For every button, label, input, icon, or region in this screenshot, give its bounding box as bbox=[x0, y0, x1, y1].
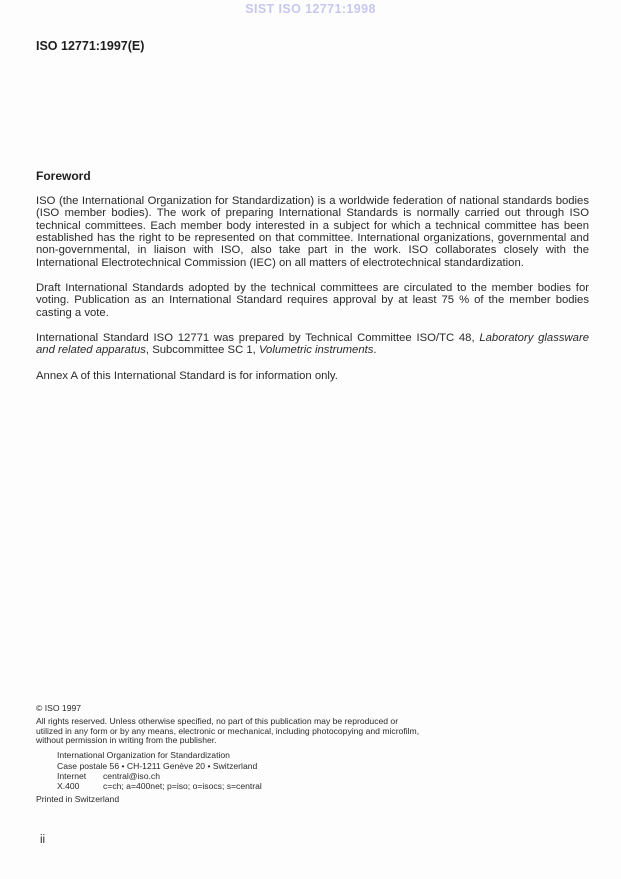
publisher-address bbox=[57, 750, 436, 791]
paragraph-3-text: . bbox=[373, 344, 377, 357]
page-number: ii bbox=[40, 834, 46, 846]
internet-label: Internet bbox=[57, 770, 87, 781]
copyright-block bbox=[36, 704, 436, 805]
foreword-paragraph-3 bbox=[36, 332, 589, 357]
printed-in-notice: Printed in Switzerland bbox=[36, 794, 120, 805]
paragraph-3-text: , Subcommittee SC 1, bbox=[145, 344, 259, 357]
internet-contact-row bbox=[57, 771, 436, 781]
x400-contact-row bbox=[57, 781, 436, 791]
postal-address: Case postale 56 • CH-1211 Genève 20 • Switzerland bbox=[57, 760, 258, 771]
x400-address: c=ch; a=400net; p=iso; o=isocs; s=central bbox=[103, 780, 262, 791]
foreword-paragraph-1: ISO (the International Organization for Standardization) is a worldwide federation of national standards bodies (ISO member bodies). The work of preparing International Standards is normally carried out through ISO technical committees. Each member body interested in a subject for which a technical committee has been established has the right to be represented on that committee. International organizations, governmental and non-governmental, in liaison with ISO, also take part in the work. ISO collaborates closely with the International Electrotechnical Commission (IEC) on all matters of electrotechnical standardization. bbox=[36, 195, 589, 269]
paragraph-3-text: International Standard ISO 12771 was prepared by Technical Committee ISO/TC 48, bbox=[36, 332, 480, 345]
x400-label: X.400 bbox=[57, 780, 80, 791]
committee-title-italic: Laboratory glassware and related apparatus bbox=[36, 332, 589, 357]
foreword-body bbox=[36, 195, 589, 395]
watermark-header: SIST ISO 12771:1998 bbox=[245, 2, 376, 16]
document-number: ISO 12771:1997(E) bbox=[36, 39, 145, 53]
copyright-notice: © ISO 1997 bbox=[36, 703, 82, 713]
foreword-heading: Foreword bbox=[36, 169, 91, 183]
subcommittee-title-italic: Volumetric instruments bbox=[258, 344, 374, 357]
foreword-paragraph-4: Annex A of this International Standard is for information only. bbox=[36, 369, 338, 382]
organization-name: International Organization for Standardization bbox=[57, 750, 230, 761]
rights-reserved-text: All rights reserved. Unless otherwise specified, no part of this publication may be reproduced or utilized in any form or by any means, electronic or mechanical, including photocopying and microfilm, without permission in writing from the publisher. bbox=[36, 716, 420, 746]
internet-address: central@iso.ch bbox=[103, 770, 160, 781]
foreword-paragraph-2: Draft International Standards adopted by the technical committees are circulated to the member bodies for voting. Publication as an International Standard requires approval by at least 75 % of the member bodies casting a vote. bbox=[36, 282, 589, 319]
